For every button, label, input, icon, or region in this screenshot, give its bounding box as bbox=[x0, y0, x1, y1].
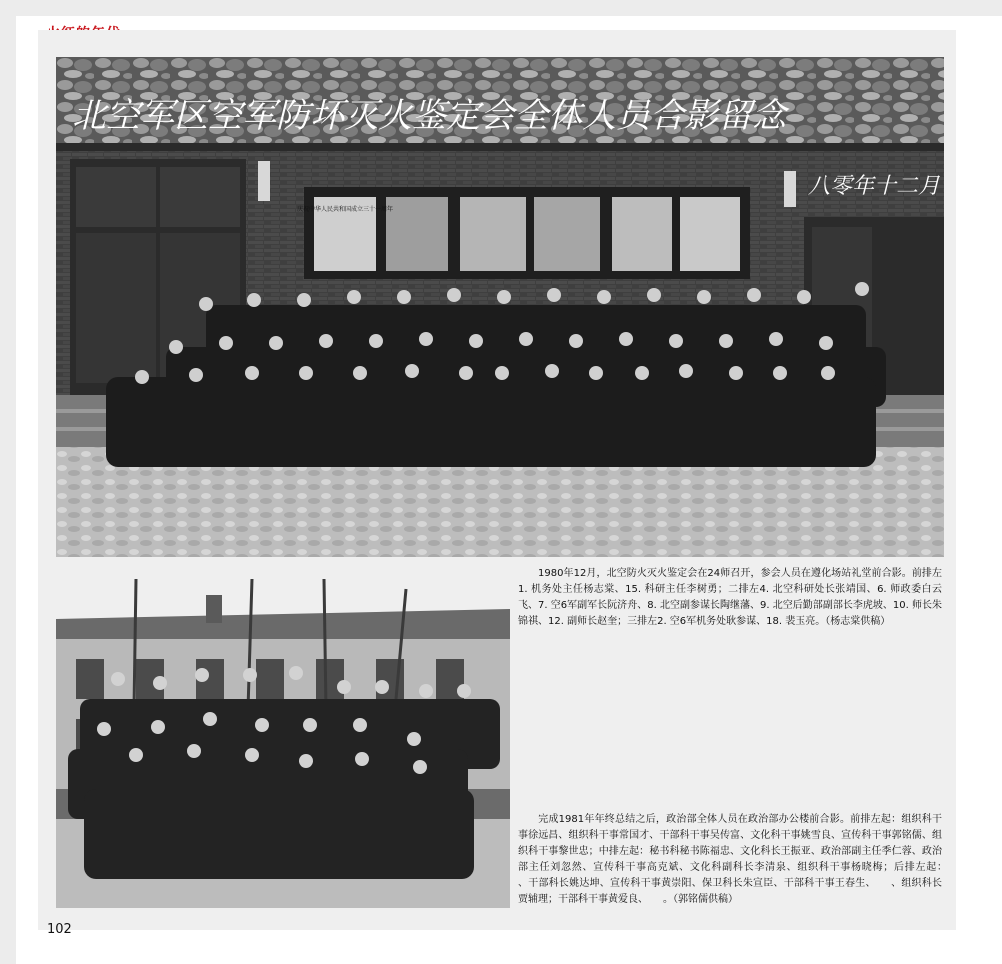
caption-photo-1981 bbox=[518, 812, 962, 908]
group-photo-1980 bbox=[56, 57, 944, 557]
page-number: 102 bbox=[47, 922, 72, 937]
calligraphy-banner: 北空军区空军防坏灭火鉴定会全体人员合影留念 bbox=[72, 96, 786, 136]
group-photo-1981 bbox=[56, 579, 510, 908]
board-notice: 庆祝中华人民共和国成立三十一周年 bbox=[296, 206, 394, 213]
calligraphy-date: 八零年十二月 bbox=[808, 174, 941, 199]
caption-photo-1980 bbox=[518, 566, 942, 630]
caption-1-text: 1980年12月，北空防火灭火鉴定会在24师召开，参会人员在遵化场站礼堂前合影。前排左1. 机务处主任杨志棠、15. 科研主任李树勇；二排左4. 北空科研处长张靖国、6. 师政委白云飞、7. 空6军副军长阮济舟、8. 北空副参谋长陶继藩、9. 北空后勤部副部长李虎坡、10. 师长朱锦祺、12. 副师长赵奎；三排左2. 空6军机务处耿参谋、18. 裴玉亮。（杨志棠供稿） bbox=[518, 568, 942, 627]
caption-2-text: 完成1981年年终总结之后，政治部全体人员在政治部办公楼前合影。前排左起：组织科干事徐远昌、组织科干事常国才、干部科干事吴传富、文化科干事姚雪良、宣传科干事郭铭儒、组织科干事黎世忠；中排左起：秘书科秘书陈福忠、文化科长王振亚、政治部副主任季仁蓉、政治部主任刘忽然、宣传科干事高克斌、文化科副科长李清泉、组织科干事杨晓梅；后排左起： 、干部科长姚达坤、宣传科干事黄崇阳、保卫科长朱宣臣、干部科干事王春生、 、组织科长贾辅理；干部科干事黄爱良、 。（郭铭儒供稿） bbox=[518, 814, 962, 905]
